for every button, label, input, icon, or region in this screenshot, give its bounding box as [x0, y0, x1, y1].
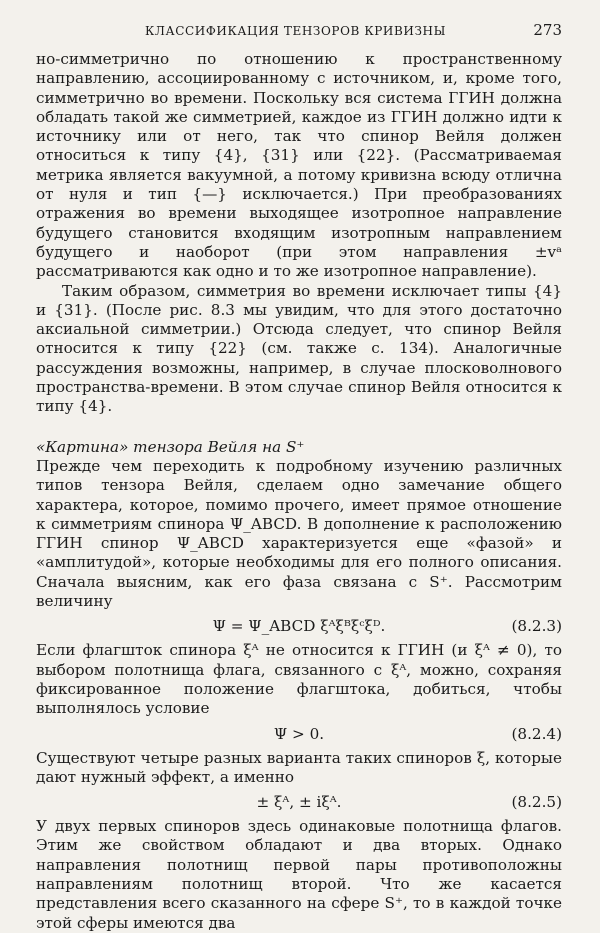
section-gap — [36, 417, 562, 438]
equation-formula: Ψ = Ψ_ABCD ξᴬξᴮξᶜξᴰ. — [212, 617, 386, 636]
equation-formula: ± ξᴬ, ± iξᴬ. — [256, 793, 342, 812]
equation-8-2-3 — [36, 611, 562, 641]
body-text — [36, 50, 562, 933]
paragraph-3: Прежде чем переходить к подробному изучению различных типов тензора Вейля, сделаем одно замечание общего характера, которое, помимо прочего, имеет прямое отношение к симметриям спинора Ψ_ABCD. В дополнение к расположению ГГИН спинор Ψ_ABCD характеризуется еще «фазой» и «амплитудой», которые необходимы для его полного описания. Сначала выясним, как его фаза связана с S⁺. Рассмотрим величину — [36, 456, 562, 611]
paragraph-6: У двух первых спиноров здесь одинаковые полотнища флагов. Этим же свойством обладают и два вторых. Однако направления полотнищ первой пары противоположны направлениям полотнищ второй. Что же касается представления всего сказанного на сфере S⁺, то в каждой точке этой сферы имеются два — [36, 817, 562, 932]
equation-number: (8.2.3) — [511, 617, 562, 636]
page-header — [0, 20, 600, 44]
equation-formula: Ψ > 0. — [273, 724, 325, 743]
running-head: КЛАССИФИКАЦИЯ ТЕНЗОРОВ КРИВИЗНЫ — [145, 24, 446, 38]
paragraph-1: но-симметрично по отношению к пространственному направлению, ассоциированному с источником, и, кроме того, симметрично во времени. Поскольку вся система ГГИН должна обладать такой же симметрией, каждое из ГГИН должно идти к источнику или от него, так что спинор Вейля должен относиться к типу {4}, {31} или {22}. (Рассматриваемая метрика является вакуумной, а потому кривизна всюду отлична от нуля и тип {—} исключается.) При преобразованиях отражения во времени выходящее изотропное направление будущего становится входящим изотропным направлением будущего и наоборот (при этом направления ±vᵃ рассматриваются как одно и то же изотропное направление). — [36, 50, 562, 281]
equation-number: (8.2.4) — [511, 724, 562, 743]
paragraph-2: Таким образом, симметрия во времени исключает типы {4} и {31}. (После рис. 8.3 мы увидим, что для этого достаточно аксиальной симметрии.) Отсюда следует, что спинор Вейля относится к типу {22} (см. также с. 134). Аналогичные рассуждения возможны, например, в случае плосковолнового пространства-времени. В этом случае спинор Вейля относится к типу {4}. — [36, 281, 562, 416]
equation-8-2-4 — [36, 719, 562, 749]
page-number: 273 — [533, 21, 562, 39]
paragraph-4: Если флагшток спинора ξᴬ не относится к ГГИН (и ξᴬ ≠ 0), то выбором полотнища флага, связанного с ξᴬ, можно, сохраняя фиксированное положение флагштока, добиться, чтобы выполнялось условие — [36, 641, 562, 718]
paragraph-5: Существуют четыре разных варианта таких спиноров ξ, которые дают нужный эффект, а именно — [36, 748, 562, 786]
equation-number: (8.2.5) — [511, 793, 562, 812]
equation-8-2-5 — [36, 787, 562, 817]
section-title: «Картина» тензора Вейля на S⁺ — [36, 437, 305, 456]
